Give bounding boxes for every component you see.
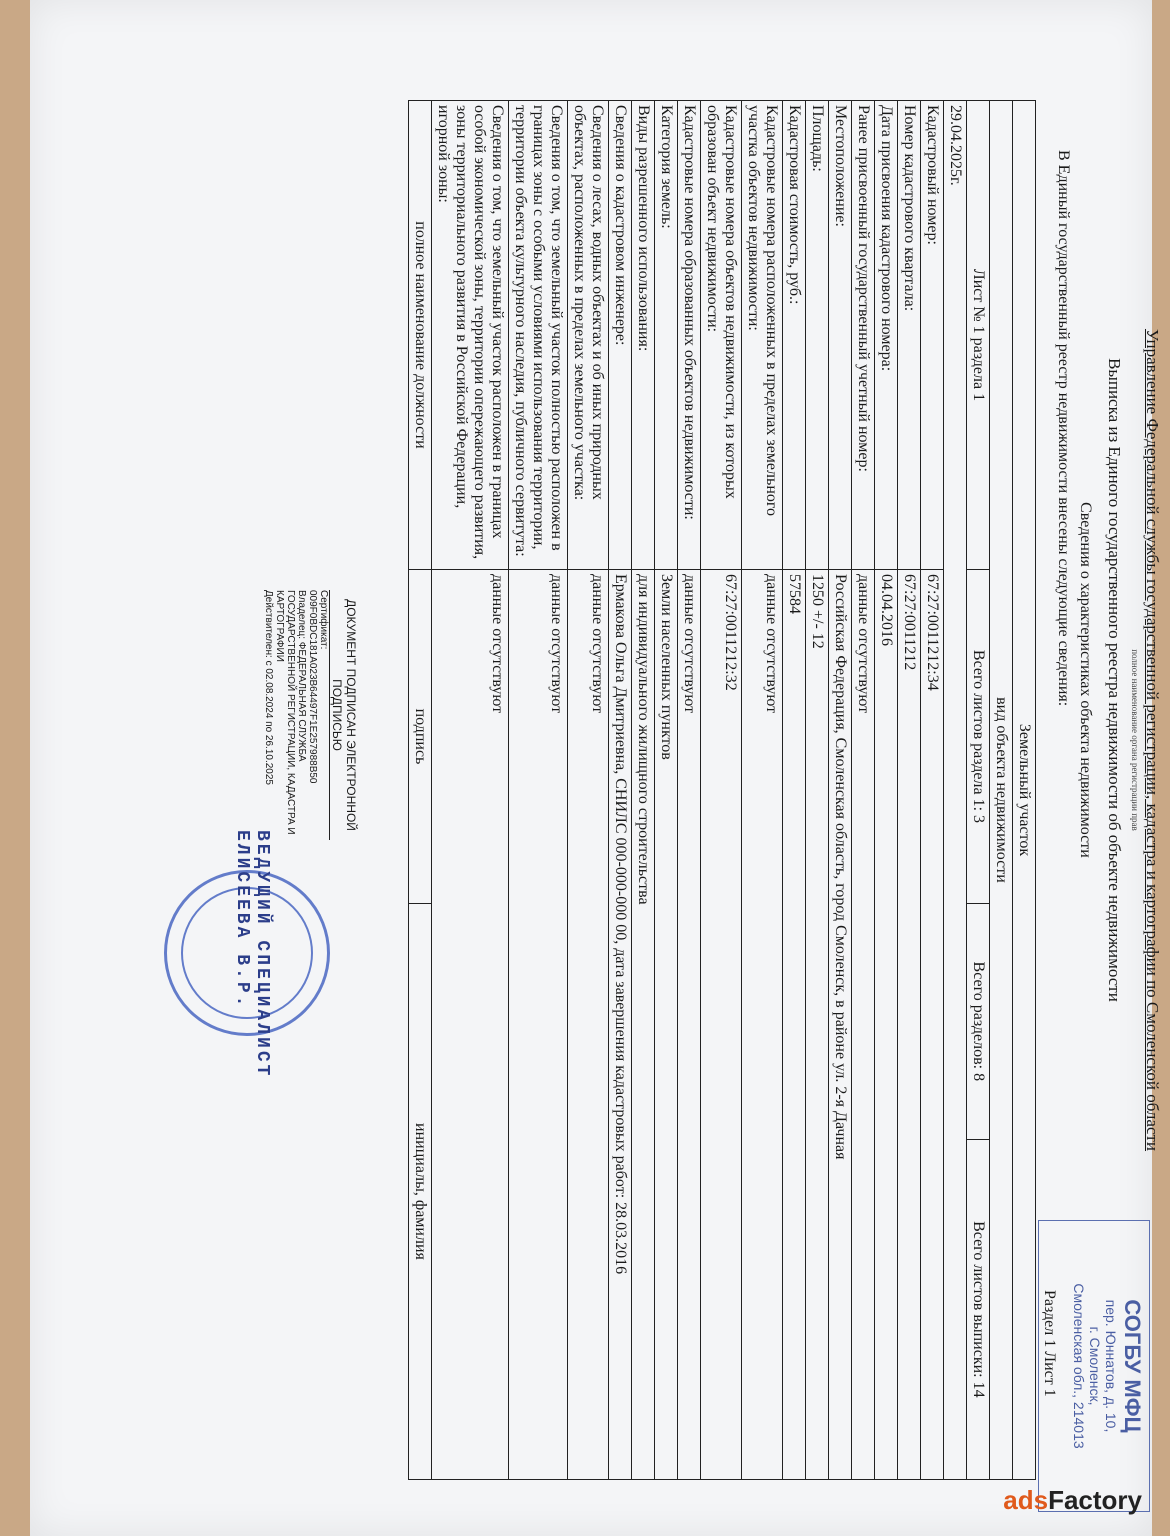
row-value: 1250 +/- 12 [806,570,829,1480]
role-stamp [232,830,272,1078]
e-signature-owner: Владелец: ФЕДЕРАЛЬНАЯ СЛУЖБА ГОСУДАРСТВЕННОЙ РЕГИСТРАЦИИ, КАДАСТРА И КАРТОГРАФИИ [274,590,307,835]
table-row [655,101,678,1480]
row-label: Местоположение: [829,101,852,570]
row-label: Сведения о том, что земельный участок расположен в границах особой экономической зоны, территории опережающего развития, зоны территориального развития в Российской Федерации, игорной зоны: [432,101,509,570]
table-row [609,101,632,1480]
row-value: данные отсутствуют [509,570,568,1480]
row-value: данные отсутствуют [852,570,875,1480]
registry-table [408,100,1036,1480]
table-row [568,101,609,1480]
mfc-stamp-title: СОГБУ МФЦ [1120,1299,1145,1433]
row-value: 67:27:0011212:32 [701,570,742,1480]
table-row [806,101,829,1480]
row-label: Дата присвоения кадастрового номера: [875,101,898,570]
row-label: Кадастровые номера расположенных в пределах земельного участка объектов недвижимости: [742,101,783,570]
e-signature-valid: Действителен: с 02.08.2024 по 26.10.2025 [263,590,274,785]
watermark-logo [1003,1485,1142,1516]
row-label: Сведения о том, что земельный участок полностью расположен в границах зоны с особыми условиями использования территории, территории объекта культурного наследия, публичного сервитута: [509,101,568,570]
organization-caption: полное наименование органа регистрации прав [1130,649,1140,831]
mfc-stamp-line1: пер. Юннатов, д. 10, [1103,1299,1119,1433]
organization-name: Управление Федеральной службы государственной регистрации, кадастра и картографии по Смоленской области [1143,328,1162,1152]
row-label: Сведения о кадастровом инженере: [609,101,632,570]
row-label: Сведения о лесах, водных объектах и об иных природных объектах, расположенных в пределах земельного участка: [568,101,609,570]
watermark-part1: ads [1003,1485,1049,1515]
watermark-part2: Factory [1048,1485,1142,1515]
table-row [632,101,655,1480]
intro-text: В Единый государственный реестр недвижимости внесены следующие сведения: [1055,150,1072,707]
table-row [701,101,742,1480]
row-value: 57584 [783,570,806,1480]
row-value: 04.04.2016 [875,570,898,1480]
row-value: данные отсутствуют [432,570,509,1480]
rows-body [432,101,944,1480]
row-value: 67:27:0011212:34 [921,570,944,1480]
role-stamp-name: ЕЛИСЕЕВА В.Р. [232,830,252,1010]
row-value: для индивидуального жилищного строительства [632,570,655,1480]
table-row [921,101,944,1480]
row-value: данные отсутствуют [568,570,609,1480]
row-label: Кадастровая стоимость, руб.: [783,101,806,570]
e-signature-cert: Сертификат: 009F0BDC181A023B64497F1E257988B50 [307,590,329,784]
row-label: Категория земель: [655,101,678,570]
table-row [509,101,568,1480]
object-type: Земельный участок [1013,101,1036,1480]
table-row [678,101,701,1480]
row-label: Площадь: [806,101,829,570]
document-title: Выписка из Единого государственного реестра недвижимости об объекте недвижимости [1105,358,1124,1002]
row-label: Кадастровый номер: [921,101,944,570]
table-row [875,101,898,1480]
table-row [432,101,509,1480]
mfc-stamp [1038,1220,1150,1512]
e-signature-title: ДОКУМЕНТ ПОДПИСАН ЭЛЕКТРОННОЙ ПОДПИСЬЮ [329,590,358,840]
signature-caption: подпись [409,570,432,904]
row-value: Российская Федерация, Смоленская область, город Смоленск, в районе ул. 2-я Дачная [829,570,852,1480]
document-page [30,0,1162,1536]
rotated-content [170,30,1170,1510]
row-label: Ранее присвоенный государственный учетный номер: [852,101,875,570]
position-caption: полное наименование должности [409,101,432,570]
sheet-number: Лист № 1 раздела 1 [967,101,990,570]
row-value: 67:27:0011212 [898,570,921,1480]
mfc-stamp-line3: Смоленская обл., 214013 [1071,1283,1087,1449]
object-type-caption: вид объекта недвижимости [990,101,1013,1480]
section-title: Сведения о характеристиках объекта недвижимости [1077,502,1094,858]
sheets-in-section: Всего листов раздела 1: 3 [967,570,990,904]
total-sheets: Всего листов выписки: 14 [967,1139,990,1479]
table-row [742,101,783,1480]
name-caption: инициалы, фамилия [409,903,432,1479]
row-label: Номер кадастрового квартала: [898,101,921,570]
row-value: Земли населенных пунктов [655,570,678,1480]
part-label: Раздел 1 Лист 1 [1041,1290,1058,1397]
mfc-stamp-line2: г. Смоленск, [1087,1326,1103,1406]
table-row [783,101,806,1480]
table-row [852,101,875,1480]
row-label: Кадастровые номера образованных объектов недвижимости: [678,101,701,570]
row-value: Ермакова Ольга Дмитриевна, СНИЛС 000-000-000 00, дата завершения кадастровых работ: 28.03.2016 [609,570,632,1480]
row-label: Виды разрешенного использования: [632,101,655,570]
role-stamp-title: ВЕДУЩИЙ СПЕЦИАЛИСТ [252,830,272,1079]
row-label: Кадастровые номера объектов недвижимости, из которых образован объект недвижимости: [701,101,742,570]
row-value: данные отсутствуют [742,570,783,1480]
table-row [829,101,852,1480]
table-row [898,101,921,1480]
total-sections: Всего разделов: 8 [967,903,990,1139]
e-signature-box [263,590,358,840]
row-value: данные отсутствуют [678,570,701,1480]
document-date: 29.04.2025г. [944,101,967,1480]
